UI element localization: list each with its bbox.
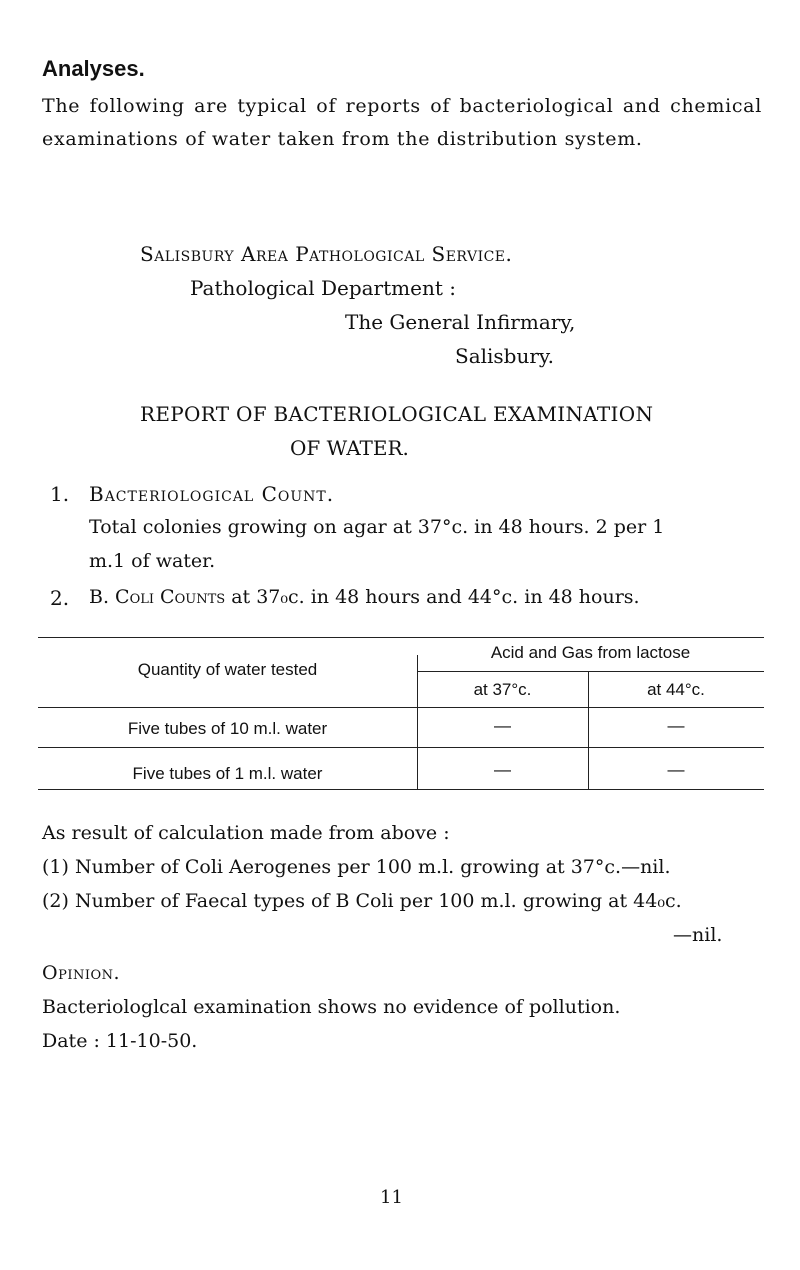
section-heading: Analyses.	[42, 56, 145, 81]
row-value-37: —	[494, 716, 511, 735]
service-name: Salisbury Area Pathological Service.	[140, 242, 513, 266]
row-label: Five tubes of 1 m.l. water	[132, 764, 323, 783]
town-name: Salisbury.	[455, 344, 554, 368]
infirmary-name: The General Infirmary,	[345, 310, 576, 334]
table-top-rule	[38, 637, 764, 638]
table-bottom-rule	[38, 789, 764, 790]
row-value-44: —	[667, 760, 685, 779]
section1-line1: Total colonies growing on agar at 37°c. in 48 hours. 2 per 1	[89, 516, 665, 538]
section2-rest: at 37₀c. in 48 hours and 44°c. in 48 hours.	[231, 586, 640, 608]
department-name: Pathological Department :	[190, 276, 456, 300]
result-item-1: (1) Number of Coli Aerogenes per 100 m.l. growing at 37°c.—nil.	[42, 856, 671, 878]
opinion-title: Opinion.	[42, 962, 121, 984]
row-label: Five tubes of 10 m.l. water	[127, 719, 328, 738]
result-item-2: (2) Number of Faecal types of B Coli per 100 m.l. growing at 44₀c.	[42, 890, 682, 912]
report-title-line1: REPORT OF BACTERIOLOGICAL EXAMINATION	[140, 402, 654, 426]
section1-number: 1.	[50, 482, 70, 506]
table-row-rule	[38, 747, 764, 748]
page-number: 11	[380, 1187, 403, 1208]
intro-paragraph: The following are typical of reports of bacteriological and chemical examinations of water taken from the distribution system.	[42, 95, 762, 150]
column-header-37: at 37°c.	[473, 680, 532, 699]
section2-line	[89, 586, 640, 608]
column-header-quantity: Quantity of water tested	[137, 660, 318, 679]
section1-title: Bacteriological Count.	[89, 482, 335, 506]
column-header-44: at 44°c.	[647, 680, 705, 699]
column-group-header: Acid and Gas from lactose	[490, 643, 691, 662]
report-title-line2: OF WATER.	[290, 436, 409, 460]
section2-title: B. Coli Counts	[89, 586, 226, 608]
row-value-37: —	[494, 760, 511, 779]
report-date: Date : 11-10-50.	[42, 1030, 198, 1052]
table-subheader-rule	[417, 671, 764, 672]
opinion-text: Bacteriologlcal examination shows no evidence of pollution.	[42, 996, 621, 1018]
section1-line2: m.1 of water.	[89, 550, 216, 572]
section2-number: 2.	[50, 586, 70, 610]
table-header-rule	[38, 707, 764, 708]
result-item-2-value: —nil.	[673, 924, 723, 946]
results-intro: As result of calculation made from above :	[42, 822, 450, 844]
row-value-44: —	[667, 716, 685, 735]
